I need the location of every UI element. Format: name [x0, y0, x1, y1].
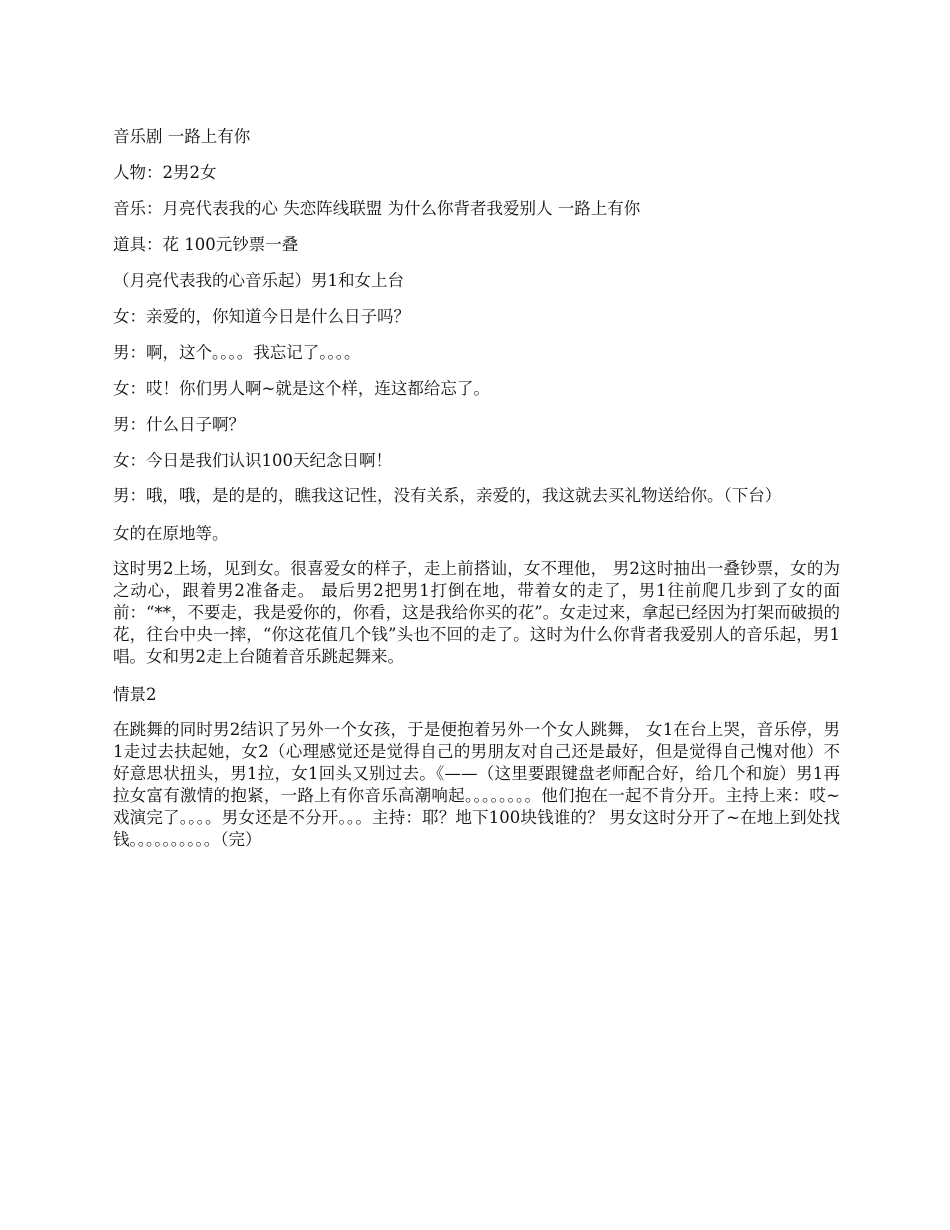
scene-description: 这时男2上场，见到女。很喜爱女的样子，走上前搭讪，女不理他， 男2这时抽出一叠钞票，女的为之动心，跟着男2准备走。 最后男2把男1打倒在地，带着女的走了，男1往前爬几步到了女的面前：“**，不要走，我是爱你的，你看，这是我给你买的花”。女走过来，拿起已经因为打架而破损的花，往台中央一摔，“你这花值几个钱”头也不回的走了。这时为什么你背者我爱别人的音乐起，男1唱。女和男2走上台随着音乐跳起舞来。 — [113, 559, 840, 666]
characters-line: 人物：2男2女 — [113, 163, 217, 182]
dialogue-line: 女：今日是我们认识100天纪念日啊！ — [113, 451, 392, 470]
music-line: 音乐：月亮代表我的心 失恋阵线联盟 为什么你背者我爱别人 一路上有你 — [113, 199, 641, 218]
document-title: 音乐剧 一路上有你 — [113, 127, 251, 146]
document-page — [113, 125, 840, 866]
dialogue-line: 女：亲爱的，你知道今日是什么日子吗？ — [113, 307, 410, 326]
dialogue-line: 男：啊，这个。。。。我忘记了。。。。 — [113, 343, 361, 362]
scene-description: 在跳舞的同时男2结识了另外一个女孩，于是便抱着另外一个女人跳舞， 女1在台上哭，音乐停，男1走过去扶起她，女2（心理感觉还是觉得自己的男朋友对自己还是最好，但是觉得自己愧对他）不好意思状扭头，男1拉，女1回头又别过去。《——（这里要跟键盘老师配合好，给几个和旋）男1再拉女富有激情的抱紧，一路上有你音乐高潮响起。。。。。。。。他们抱在一起不肯分开。主持上来：哎~戏演完了。。。。男女还是不分开。。。主持：耶？地下100块钱谁的？ 男女这时分开了~在地上到处找钱。。。。。。。。。。（完） — [113, 720, 840, 849]
props-line: 道具：花 100元钞票一叠 — [113, 235, 299, 254]
dialogue-line: 男：什么日子啊？ — [113, 415, 245, 434]
scene-heading: 情景2 — [113, 685, 157, 704]
stage-direction: 女的在原地等。 — [113, 524, 229, 543]
dialogue-line: 女：哎！你们男人啊~就是这个样，连这都给忘了。 — [113, 379, 490, 398]
dialogue-line: 男：哦，哦，是的是的，瞧我这记性，没有关系，亲爱的，我这就去买礼物送给你。（下台） — [113, 486, 782, 505]
stage-direction: （月亮代表我的心音乐起）男1和女上台 — [113, 271, 404, 290]
